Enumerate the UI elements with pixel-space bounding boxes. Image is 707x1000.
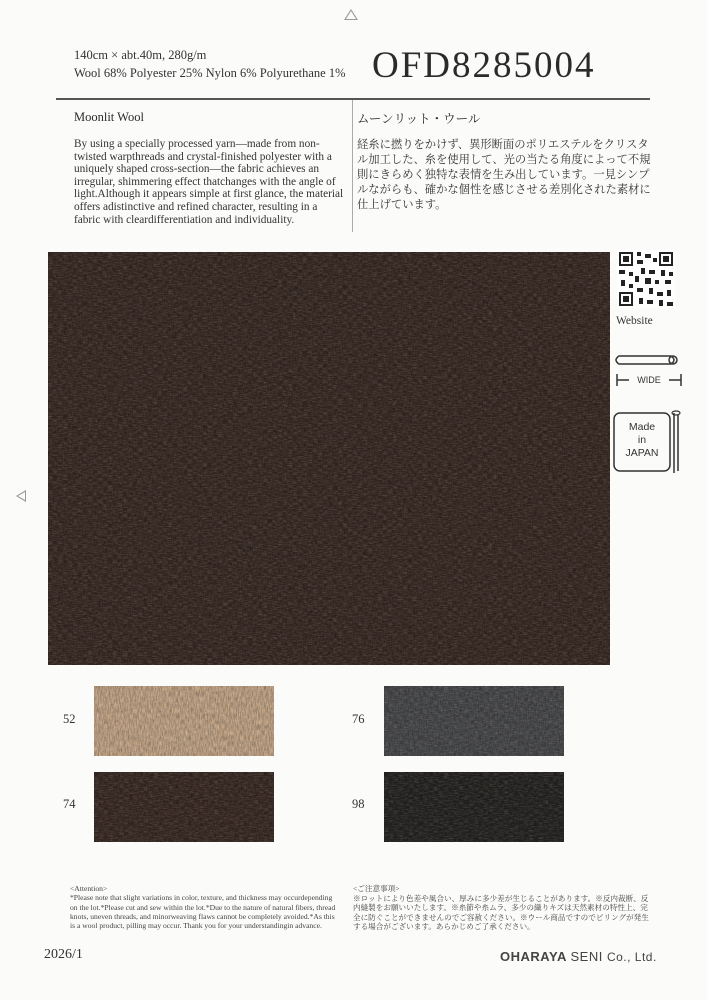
product-name-jp: ムーンリット・ウール [357, 112, 481, 126]
qr-code-icon[interactable] [617, 250, 675, 308]
japan-label: JAPAN [625, 447, 659, 459]
attention-en [70, 884, 340, 930]
website-label: Website [616, 315, 653, 327]
company-name [500, 949, 657, 964]
swatch-74 [94, 772, 274, 842]
product-code: OFD8285004 [372, 45, 596, 86]
wide-label: WIDE [637, 375, 661, 385]
column-divider [352, 100, 353, 232]
company-suffix: Co., Ltd. [606, 950, 657, 964]
swatch-label-98: 98 [352, 797, 365, 811]
made-label: Made [628, 421, 656, 433]
product-name-en: Moonlit Wool [74, 110, 144, 124]
made-in-japan-text [612, 421, 672, 460]
left-triangle-marker [16, 490, 26, 502]
swatch-98 [384, 772, 564, 842]
attention-jp [353, 884, 653, 932]
company-main: OHARAYA [500, 949, 567, 964]
attention-notes-jp: ※ロットにより色差や風合い、厚みに多少差が生じることがあります。※反内裁断、反内縫製をお願いいたします。※糸節や糸ムラ、多少の織りキズは天然素材の特性上、完全に防ぐことができませんのでご容赦ください。※ウール商品ですのでピリングが発生する場合がございます。あらかじめご了承ください。 [353, 893, 649, 931]
swatch-label-76: 76 [352, 712, 365, 726]
top-triangle-marker [344, 9, 358, 20]
in-label: in [637, 434, 647, 446]
header-divider [56, 98, 650, 100]
attention-title-jp: <ご注意事項> [353, 884, 400, 893]
swatch-52 [94, 686, 274, 756]
issue-date: 2026/1 [44, 947, 83, 962]
swatch-label-52: 52 [63, 712, 76, 726]
product-description-en: By using a specially processed yarn—made from non-twisted warpthreads and crystal-finished polyester with a uniquely shaped cross-section—the fabric achieves an irregular, shimmering effect thatchanges with the angle of light.Although it appears simple at first glance, the material offers adistinctive and refined character, resulting in a fabric with cleardifferentiation and individuality. [74, 138, 344, 226]
spec-dimensions: 140cm × abt.40m, 280g/m [74, 48, 207, 62]
attention-notes-en: *Please note that slight variations in color, texture, and thickness may occurdepending on the lot.*Please cut and sew within the lot.*Due to the nature of natural fibers, thread knots, uneven threads, and minorweaving flaws cannot be completely avoided.*As this is a wool product, pilling may occur. Thank you for your understandingin advance. [70, 893, 336, 931]
attention-title-en: <Attention> [70, 884, 108, 893]
swatch-label-74: 74 [63, 797, 76, 811]
product-description-jp: 経糸に撚りをかけず、異形断面のポリエステルをクリスタル加工した、糸を使用して、光の当たる角度によって不規則にきらめく独特な表情を生み出しています。一見シンプルながらも、確かな個性を感じさせる差別化された素材に仕上げています。 [357, 139, 651, 211]
spec-composition: Wool 68% Polyester 25% Nylon 6% Polyurethane 1% [74, 66, 346, 80]
company-seni: SENI [570, 949, 603, 964]
main-fabric-swatch [48, 252, 610, 665]
swatch-76 [384, 686, 564, 756]
wide-fabric-roll-icon [613, 344, 685, 400]
